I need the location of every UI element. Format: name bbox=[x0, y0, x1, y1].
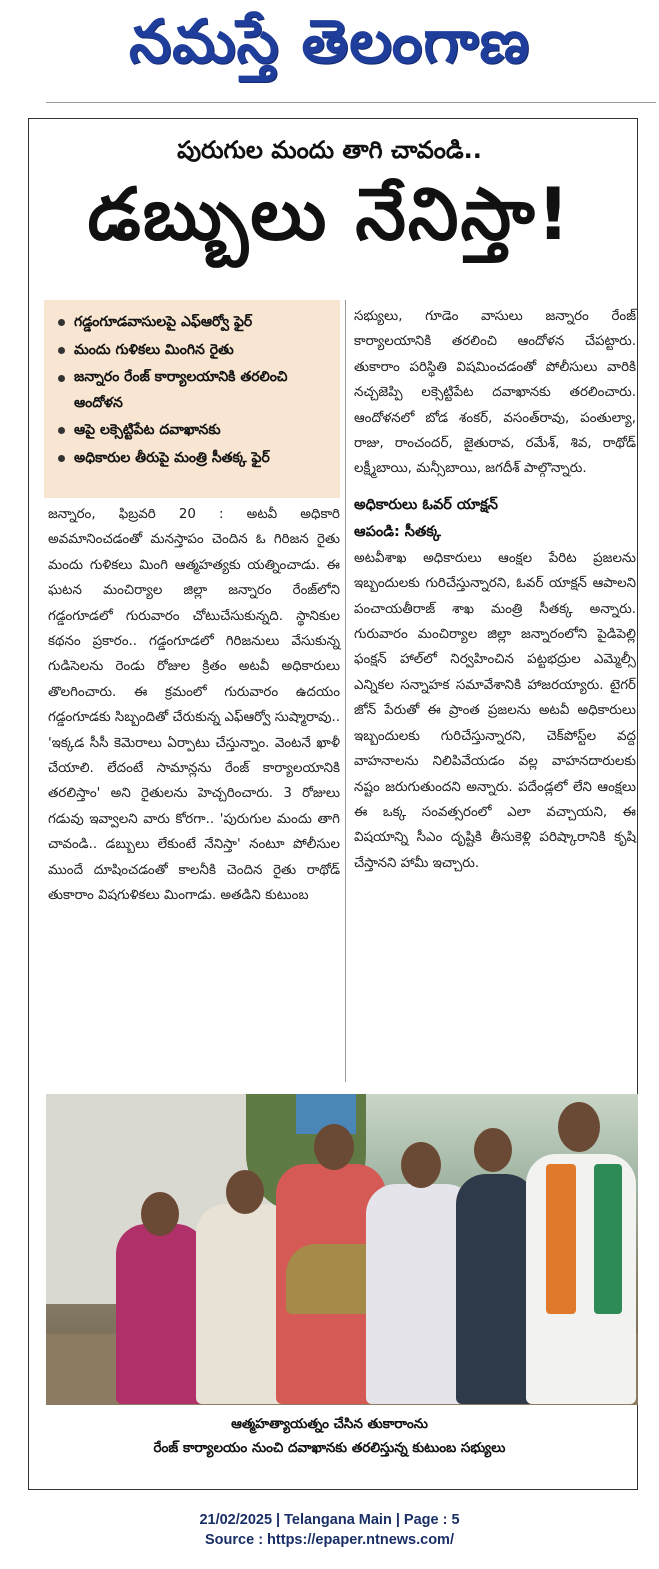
newspaper-title: నమస్తే తెలంగాణ bbox=[128, 7, 531, 77]
photo-person-head bbox=[141, 1192, 179, 1236]
photo-scarf bbox=[546, 1164, 576, 1314]
highlight-item: అధికారుల తీరుపై మంత్రి సీతక్క ఫైర్ bbox=[54, 444, 334, 472]
page-footer bbox=[0, 1510, 659, 1550]
masthead-divider bbox=[46, 102, 656, 103]
subheading: ఆపండి: సీతక్క bbox=[354, 523, 441, 540]
article-paragraph: అటవీశాఖ అధికారులు ఆంక్షల పేరిట ప్రజలను ఇబ్బందులకు గురిచేస్తున్నారని, ఓవర్ యాక్షన్ ఆపాలని పంచాయతీరాజ్ శాఖ మంత్రి సీతక్క అన్నారు. గురువారం మంచిర్యాల జిల్లా జన్నారంలోని పైడిపెల్లి ఫంక్షన్ హాల్‌లో నిర్వహించిన పట్టభద్రుల ఎమ్మెల్సీ ఎన్నికల సన్నాహక సమావేశానికి హాజరయ్యారు. టైగర్ జోన్ పేరుతో ఈ ప్రాంత ప్రజలను అటవీ అధికారులు ఇబ్బందులకు గురిచేస్తున్నారని, చెక్‌పోస్ట్‌ల వద్ద వాహనాలను నిలిపివేయడం వల్ల వాహనదారులకు నష్టం జరుగుతుందని అన్నారు. పదేండ్లలో లేని ఆంక్షలు ఈ ఒక్క సంవత్సరంలో ఎలా వచ్చాయని, ఈ విషయాన్ని సీఎం దృష్టికి తీసుకెళ్లి పరిష్కారానికి కృషి చేస్తానని హామీ ఇచ్చారు. bbox=[354, 550, 636, 871]
article-right-column bbox=[354, 304, 636, 876]
bullet-icon bbox=[58, 319, 65, 326]
source-link[interactable]: Source : https://epaper.ntnews.com/ bbox=[205, 1532, 454, 1548]
masthead bbox=[0, 0, 659, 98]
bullet-icon bbox=[58, 427, 65, 434]
highlight-item: మందు గుళికలు మింగిన రైతు bbox=[54, 336, 334, 364]
article-paragraph: సభ్యులు, గూడెం వాసులు జన్నారం రేంజ్ కార్యాలయానికి తరలించి ఆందోళన చేపట్టారు. తుకారాం పరిస్థితి విషమించడంతో పోలీసులు వారికి నచ్చజెప్పి లక్సెట్టిపేట దవాఖానకు తరలించారు. ఆందోళనలో బోడ శంకర్, వసంత్‌రావు, పంతుల్యా, రాజు, రాంచందర్, జైతురావ, రమేశ్, శివ, రాథోడ్ లక్ష్మీబాయి, మన్సీబాయి, జగదీశ్ పాల్గొన్నారు. bbox=[354, 309, 636, 477]
subheading: అధికారులు ఓవర్ యాక్షన్ bbox=[354, 496, 498, 513]
article-paragraph: జన్నారం, ఫిబ్రవరి 20 : అటవీ అధికారి అవమానించడంతో మనస్తాపం చెందిన ఓ గిరిజన రైతు మందు గుళికలు మింగి ఆత్మహత్యకు యత్నించాడు. ఈ ఘటన మంచిర్యాల జిల్లా జన్నారం రేంజ్‌లోని గడ్డంగూడలో గురువారం చోటుచేసుకున్నది. స్థానికుల కథనం ప్రకారం.. గడ్డంగూడలో గిరిజనులు వేసుకున్న గుడిసెలను రెండు రోజుల క్రితం అటవీ అధికారులు తొలగించారు. ఈ క్రమంలో గురువారం ఉదయం గడ్డంగూడకు సిబ్బందితో చేరుకున్న ఎఫ్‌ఆర్వో సుష్మారావు.. 'ఇక్కడ సీసీ కెమెరాలు ఏర్పాటు చేస్తున్నాం. వెంటనే ఖాళీ చేయాలి. లేదంటే సామాన్లను రేంజ్ కార్యాలయానికి తరలిస్తాం' అని రైతులను హెచ్చరించారు. 3 రోజులు గడువు ఇవ్వాలని వారు కోరగా.. 'పురుగుల మందు తాగి చావండి.. డబ్బులు లేకుంటే నేనిస్తా' నంటూ పోలీసుల ముందే దూషించడంతో కాలనీకి చెందిన రైతు రాథోడ్ తుకారాం విషగుళికలు మింగాడు. అతడిని కుటుంబ bbox=[48, 507, 340, 904]
article-left-column bbox=[48, 502, 340, 909]
photo-person-head bbox=[474, 1128, 512, 1172]
highlight-item: జన్నారం రేంజ్ కార్యాలయానికి తరలించి ఆందోళన bbox=[54, 364, 334, 416]
highlights-box bbox=[44, 300, 340, 498]
column-divider bbox=[345, 300, 346, 1082]
bullet-icon bbox=[58, 375, 65, 382]
photo-scarf bbox=[594, 1164, 622, 1314]
photo-person bbox=[456, 1174, 536, 1404]
edition-info: 21/02/2025 | Telangana Main | Page : 5 bbox=[199, 1512, 460, 1528]
news-photo bbox=[46, 1094, 638, 1405]
photo-person-head bbox=[314, 1124, 354, 1170]
article-headline: డబ్బులు నేనిస్తా! bbox=[87, 172, 572, 256]
highlight-item: ఆపై లక్సెట్టిపేట దవాఖానకు bbox=[54, 416, 334, 444]
photo-person bbox=[116, 1224, 206, 1404]
photo-person-head bbox=[226, 1170, 264, 1214]
bullet-icon bbox=[58, 455, 65, 462]
photo-caption: ఆత్మహత్యాయత్నం చేసిన తుకారాంను రేంజ్ కార్యాలయం నుంచి దవాఖానకు తరలిస్తున్న కుటుంబ సభ్యులు bbox=[153, 1416, 506, 1456]
photo-person-head bbox=[401, 1142, 441, 1188]
bullet-icon bbox=[58, 347, 65, 354]
photo-person-head bbox=[558, 1102, 600, 1152]
article-kicker: పురుగుల మందు తాగి చావండి.. bbox=[177, 136, 482, 164]
highlight-item: గడ్డంగూడవాసులపై ఎఫ్‌ఆర్వో ఫైర్ bbox=[54, 308, 334, 336]
